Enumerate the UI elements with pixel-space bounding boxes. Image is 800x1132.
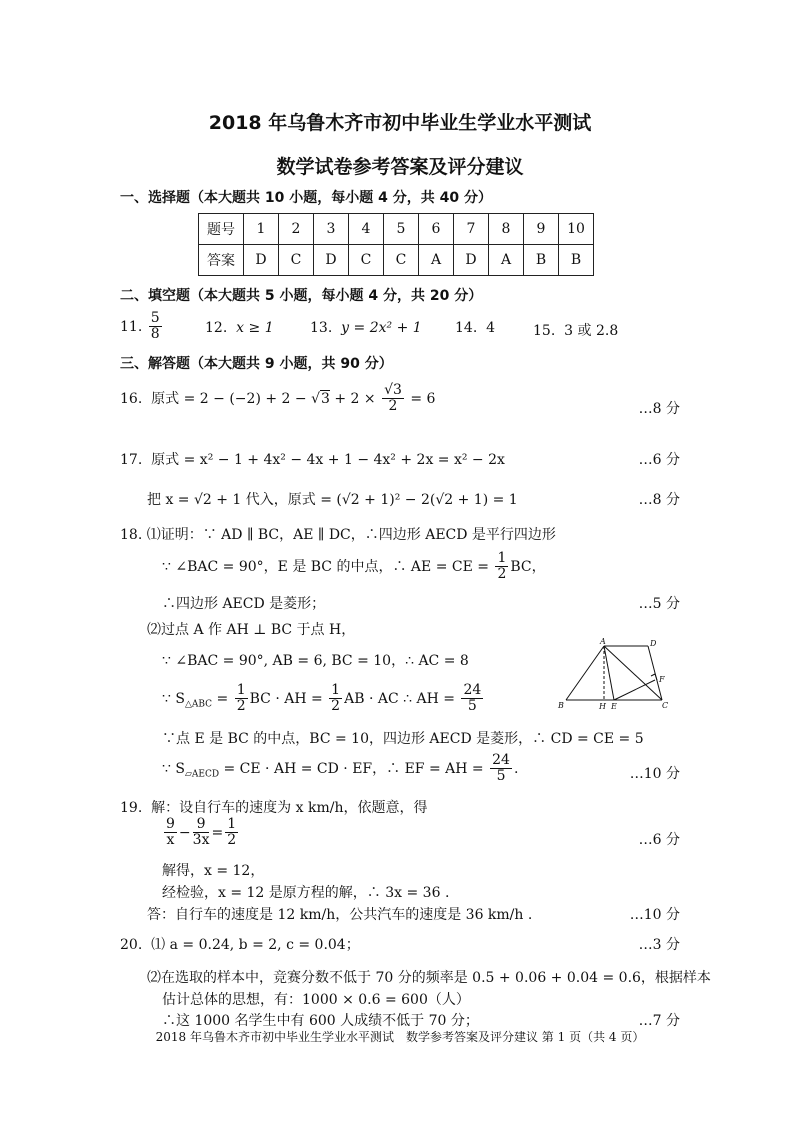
table-cell: 3 <box>314 214 349 245</box>
page-title: 2018 年乌鲁木齐市初中毕业生学业水平测试 <box>208 112 592 134</box>
q12 <box>205 320 274 336</box>
q18-frac-ah <box>461 683 483 715</box>
frac-den: 5 <box>467 698 477 715</box>
page-footer: 2018 年乌鲁木齐市初中毕业生学业水平测试 数学参考答案及评分建议 第 1 页（共 4 页） <box>155 1030 645 1044</box>
q19-line3: 解得，x = 12， <box>162 863 265 879</box>
q18-eq-a: = <box>212 690 233 707</box>
q18-eq-mid: = CE · AH = CD · EF，∴ EF = AH = <box>219 760 489 777</box>
table-cell: 5 <box>384 214 419 245</box>
q20-line3: 估计总体的思想，有：1000 × 0.6 = 600（人） <box>162 992 470 1008</box>
q14-label: 14. <box>455 320 478 336</box>
q13 <box>310 320 422 336</box>
q18-eq-b: BC · AH = <box>249 690 328 707</box>
table-cell: 1 <box>244 214 279 245</box>
q20-score1: …3 分 <box>638 937 680 953</box>
label-c: C <box>662 701 669 710</box>
table-cell: C <box>349 245 384 276</box>
segment-ab <box>566 646 604 700</box>
q18-frac-ef <box>490 753 512 785</box>
q12-label: 12. <box>205 320 228 336</box>
q18-p1-line2-pre: ∵ ∠BAC = 90°，E 是 BC 的中点，∴ AE = CE = <box>162 558 494 575</box>
q11 <box>120 311 164 343</box>
q19-frac-a <box>164 817 177 849</box>
table-cell: C <box>384 245 419 276</box>
label-b: B <box>558 701 564 710</box>
q18-score2: …10 分 <box>629 766 680 782</box>
q18-p1-line2 <box>162 551 546 583</box>
table-cell: 8 <box>489 214 524 245</box>
section-heading-choice: 一、选择题（本大题共 10 小题，每小题 4 分，共 40 分） <box>120 190 492 206</box>
table-cell: 9 <box>524 214 559 245</box>
q19-label: 19. <box>120 800 143 816</box>
q18-label: 18. <box>120 527 143 543</box>
q17-label: 17. <box>120 452 143 468</box>
table-header-cell: 题号 <box>199 214 244 245</box>
q15-answer: 3 或 2.8 <box>564 323 619 339</box>
table-cell: C <box>279 245 314 276</box>
q16-frac-num: √3 <box>384 382 402 398</box>
table-cell: D <box>314 245 349 276</box>
q17-line2: 把 x = √2 + 1 代入，原式 = (√2 + 1)² − 2(√2 + 1) = 1 <box>147 492 518 508</box>
q15-label: 15. <box>533 323 556 339</box>
q16: 16. 原式 = 2 − (−2) + 2 − √3 + 2 × $\frac{√3}{2}$ = 6 <box>120 382 436 415</box>
table-cell: 10 <box>559 214 594 245</box>
frac-den: 5 <box>496 768 506 785</box>
frac-num: 9 <box>166 816 175 832</box>
q20-line2: ⑵在选取的样本中，竞赛分数不低于 70 分的频率是 0.5 + 0.06 + 0.04 = 0.6，根据样本 <box>147 970 711 986</box>
table-cell: A <box>419 245 454 276</box>
q17-expr1: 原式 = x² − 1 + 4x² − 4x + 1 − 4x² + 2x = x² − 2x <box>151 452 505 468</box>
q18-frac-half2 <box>329 683 342 715</box>
q18-line1 <box>120 524 556 544</box>
q19-setup: 解：设自行车的速度为 x km/h，依题意，得 <box>151 800 428 816</box>
frac-den: 2 <box>236 698 246 715</box>
section-heading-fill: 二、填空题（本大题共 5 小题，每小题 4 分，共 20 分） <box>120 288 483 304</box>
table-cell: 4 <box>349 214 384 245</box>
q19-frac-b <box>193 817 210 849</box>
q18-half-fraction <box>495 551 508 583</box>
q18-half-num: 1 <box>497 550 507 566</box>
q19-score2: …10 分 <box>629 907 680 923</box>
answer-table <box>198 213 594 276</box>
table-cell: D <box>454 245 489 276</box>
q18-p1-line3: ∴四边形 AECD 是菱形； <box>162 596 326 612</box>
q13-label: 13. <box>310 320 333 336</box>
q18-p2-line2: ∵ ∠BAC = 90°, AB = 6, BC = 10，∴ AC = 8 <box>162 653 469 669</box>
q18-area-sub2: ▱AECD <box>184 769 220 780</box>
q16-expr-mid: + 2 × <box>329 390 381 407</box>
q16-score: …8 分 <box>638 401 680 417</box>
q19-equals: = <box>211 824 224 841</box>
table-cell: B <box>524 245 559 276</box>
q18-p2-line3 <box>162 683 485 715</box>
q19-score1: …6 分 <box>638 832 680 848</box>
table-row-numbers <box>199 214 594 245</box>
q11-num: 5 <box>150 310 160 326</box>
table-cell: B <box>559 245 594 276</box>
q20-score2: …7 分 <box>638 1013 680 1029</box>
q18-p1-line2-post: BC， <box>510 558 546 575</box>
label-a: A <box>600 637 606 646</box>
q20-line1 <box>120 934 360 954</box>
q19-line4: 经检验，x = 12 是原方程的解，∴ 3x = 36 . <box>162 885 450 901</box>
section-heading-solve: 三、解答题（本大题共 9 小题，共 90 分） <box>120 356 393 372</box>
q14-answer: 4 <box>486 320 496 336</box>
q13-answer: y = 2x² + 1 <box>341 320 422 336</box>
q20-part1: ⑴ a = 0.24, b = 2, c = 0.04； <box>151 937 360 953</box>
q18-frac-half1 <box>235 683 248 715</box>
table-cell: D <box>244 245 279 276</box>
q19-line1 <box>120 797 427 817</box>
q16-frac-den: 2 <box>388 398 398 415</box>
q20-line4: ∴这 1000 名学生中有 600 人成绩不低于 70 分； <box>162 1013 479 1029</box>
q17-score1: …6 分 <box>638 452 680 468</box>
q18-half-den: 2 <box>497 566 507 583</box>
q18-score1: …5 分 <box>638 596 680 612</box>
frac-den: 3x <box>192 832 210 849</box>
q11-den: 8 <box>150 326 160 343</box>
q19-equation <box>162 817 240 849</box>
frac-num: 1 <box>236 682 246 698</box>
segment-ef <box>614 680 655 700</box>
q16-expr-post: = 6 <box>405 390 436 407</box>
q18-p2-line5 <box>162 753 518 785</box>
page-subtitle: 数学试卷参考答案及评分建议 <box>276 156 524 178</box>
label-d: D <box>650 639 657 648</box>
frac-den: x <box>166 832 175 849</box>
q16-fraction <box>382 383 404 415</box>
table-cell: A <box>489 245 524 276</box>
q19-frac-c <box>225 817 238 849</box>
label-e: E <box>611 702 617 711</box>
q16-label: 16. <box>120 390 143 407</box>
segment-dc <box>648 646 662 700</box>
geometry-figure <box>556 636 678 712</box>
table-row-answers <box>199 245 594 276</box>
q18-area-s2: ∵ S <box>162 760 185 777</box>
q14 <box>455 320 495 336</box>
q20-label: 20. <box>120 937 143 953</box>
q16-expr-pre: 原式 = 2 − (−2) + 2 − <box>151 390 312 407</box>
frac-num: 1 <box>227 816 237 832</box>
q18-p2-line1: ⑵过点 A 作 AH ⊥ BC 于点 H， <box>147 622 356 638</box>
table-cell: 7 <box>454 214 489 245</box>
q18-area-s: ∵ S <box>162 690 185 707</box>
q16-root: 3 <box>321 390 330 407</box>
q18-area-sub: △ABC <box>184 699 213 710</box>
frac-num: 1 <box>331 682 341 698</box>
q11-label: 11. <box>120 318 143 335</box>
frac-num: 24 <box>463 682 482 698</box>
frac-num: 9 <box>193 817 210 833</box>
q18-eq-post: . <box>513 760 519 777</box>
q18-eq-c: AB · AC ∴ AH = <box>344 690 460 707</box>
q18-p1-line1: ⑴证明：∵ AD ∥ BC，AE ∥ DC，∴四边形 AECD 是平行四边形 <box>146 527 556 543</box>
table-cell: 6 <box>419 214 454 245</box>
q15 <box>533 320 618 340</box>
q11-fraction <box>149 311 162 343</box>
label-h: H <box>599 702 606 711</box>
q18-p2-line4: ∵点 E 是 BC 的中点，BC = 10，四边形 AECD 是菱形，∴ CD = CE = 5 <box>162 731 644 747</box>
label-f: F <box>659 675 665 684</box>
table-cell: 2 <box>279 214 314 245</box>
q12-answer: x ≥ 1 <box>236 320 274 336</box>
q19-line5: 答：自行车的速度是 12 km/h，公共汽车的速度是 36 km/h . <box>147 907 533 923</box>
frac-den: 2 <box>227 832 237 849</box>
q17-line1 <box>120 449 505 469</box>
frac-den: 2 <box>331 698 341 715</box>
q17-score2: …8 分 <box>638 492 680 508</box>
frac-num: 24 <box>492 752 510 768</box>
q19-minus: − <box>178 824 191 841</box>
table-header-cell: 答案 <box>199 245 244 276</box>
